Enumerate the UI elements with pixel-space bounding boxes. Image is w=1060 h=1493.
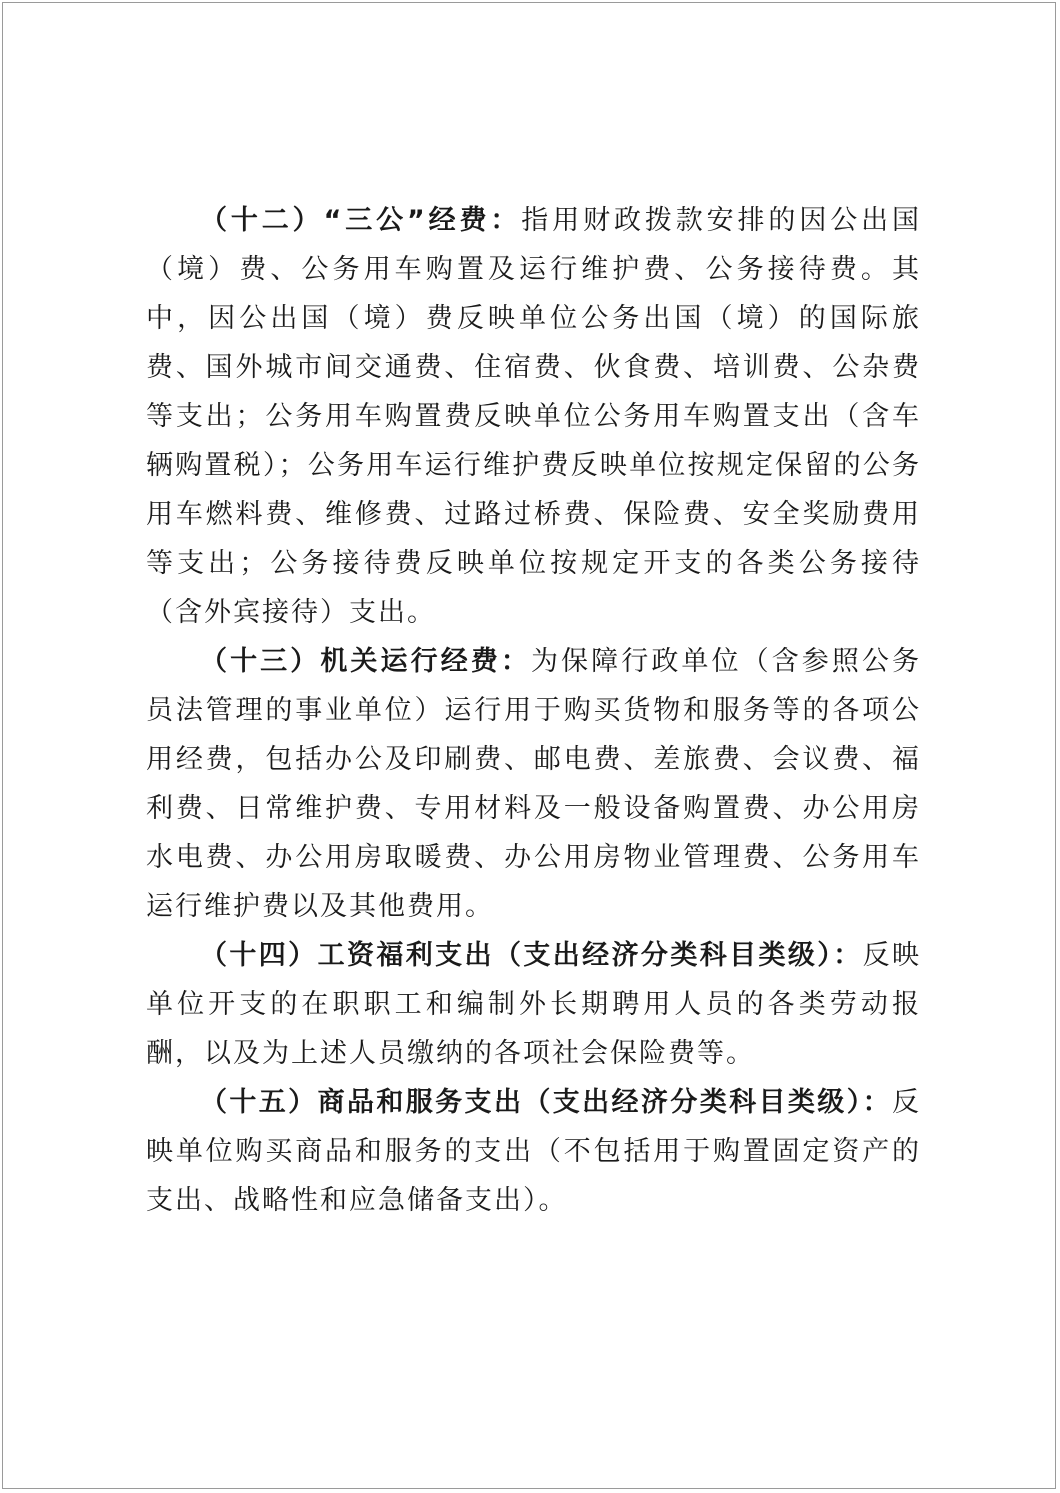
document-body — [146, 196, 921, 1225]
paragraph-text: 反映单位购买商品和服务的支出（不包括用于购置固定资产的支出、战略性和应急储备支出）。 — [146, 1087, 921, 1216]
paragraph-text: 指用财政拨款安排的因公出国（境）费、公务用车购置及运行维护费、公务接待费。其中，因公出国（境）费反映单位公务出国（境）的国际旅费、国外城市间交通费、住宿费、伙食费、培训费、公杂费等支出；公务用车购置费反映单位公务用车购置支出（含车辆购置税）；公务用车运行维护费反映单位按规定保留的公务用车燃料费、维修费、过路过桥费、保险费、安全奖励费用等支出；公务接待费反映单位按规定开支的各类公务接待（含外宾接待）支出。 — [146, 205, 921, 628]
document-page — [2, 2, 1056, 1489]
paragraph-heading: （十四）工资福利支出（支出经济分类科目类级）： — [200, 940, 863, 971]
paragraph-heading: （十五）商品和服务支出（支出经济分类科目类级）： — [200, 1087, 892, 1118]
paragraph-wage-welfare-expenditure — [146, 931, 921, 1078]
paragraph-heading: （十二）“三公”经费： — [200, 205, 522, 236]
paragraph-agency-operating-funds — [146, 637, 921, 931]
paragraph-text: 反映单位开支的在职职工和编制外长期聘用人员的各类劳动报酬，以及为上述人员缴纳的各项社会保险费等。 — [146, 940, 922, 1069]
paragraph-heading: （十三）机关运行经费： — [200, 646, 531, 677]
paragraph-goods-services-expenditure — [146, 1078, 921, 1225]
paragraph-text: 为保障行政单位（含参照公务员法管理的事业单位）运行用于购买货物和服务等的各项公用经费，包括办公及印刷费、邮电费、差旅费、会议费、福利费、日常维护费、专用材料及一般设备购置费、办公用房水电费、办公用房取暖费、办公用房物业管理费、公务用车运行维护费以及其他费用。 — [146, 646, 922, 922]
paragraph-san-gong-funds — [146, 196, 921, 637]
